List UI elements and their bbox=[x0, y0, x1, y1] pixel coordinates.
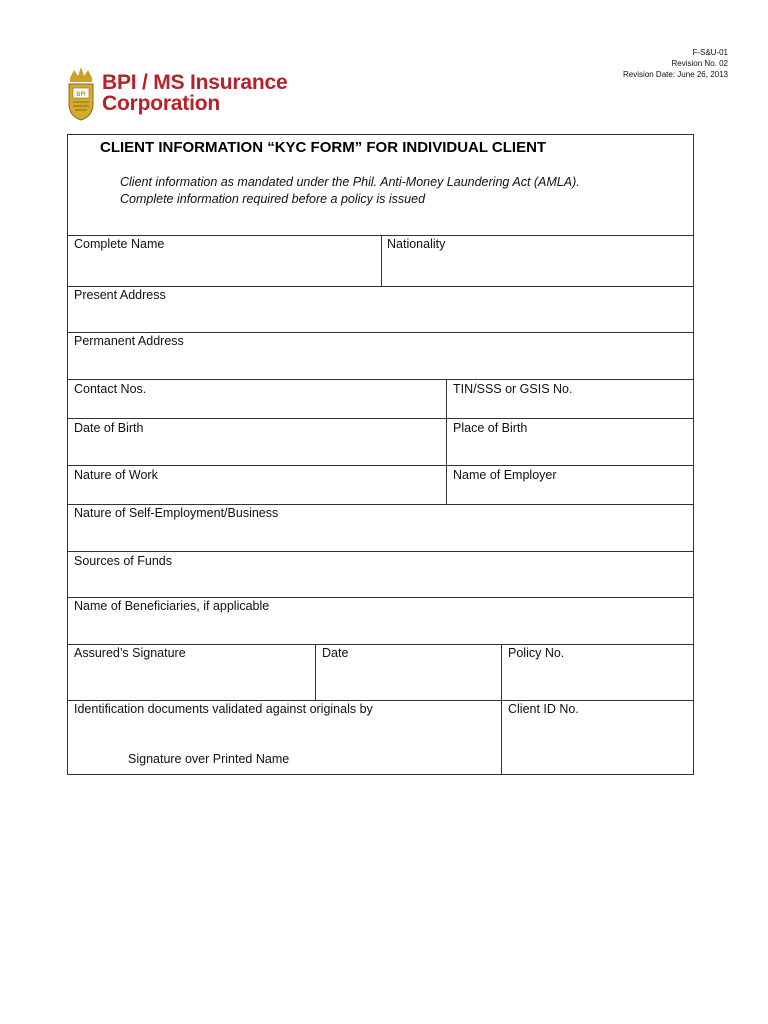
logo-wordmark bbox=[102, 72, 287, 114]
label-assured-signature: Assured’s Signature bbox=[74, 646, 186, 660]
label-name-of-employer: Name of Employer bbox=[453, 468, 557, 482]
label-date: Date bbox=[322, 646, 349, 660]
label-sources-of-funds: Sources of Funds bbox=[74, 554, 172, 568]
label-nationality: Nationality bbox=[387, 237, 446, 251]
row-divider bbox=[68, 597, 693, 598]
row-divider bbox=[68, 504, 693, 505]
column-divider bbox=[501, 644, 502, 775]
row-divider bbox=[68, 551, 693, 552]
column-divider bbox=[381, 235, 382, 286]
label-self-employment: Nature of Self-Employment/Business bbox=[74, 506, 279, 520]
label-present-address: Present Address bbox=[74, 288, 166, 302]
kyc-form bbox=[67, 134, 694, 775]
row-divider bbox=[68, 418, 693, 419]
label-contact-nos: Contact Nos. bbox=[74, 382, 147, 396]
row-divider bbox=[68, 700, 693, 701]
company-logo bbox=[66, 64, 287, 122]
row-divider bbox=[68, 379, 693, 380]
logo-line1: BPI / MS Insurance bbox=[102, 71, 288, 94]
label-permanent-address: Permanent Address bbox=[74, 334, 184, 348]
label-id-validated: Identification documents validated against originals by bbox=[74, 702, 373, 716]
form-title: CLIENT INFORMATION “KYC FORM” FOR INDIVIDUAL CLIENT bbox=[100, 139, 547, 156]
row-divider bbox=[68, 332, 693, 333]
column-divider bbox=[315, 644, 316, 700]
row-divider bbox=[68, 644, 693, 645]
crest-icon bbox=[66, 64, 96, 122]
label-nature-of-work: Nature of Work bbox=[74, 468, 158, 482]
column-divider bbox=[446, 379, 447, 504]
note-line1: Client information as mandated under the Phil. Anti-Money Laundering Act (AMLA). bbox=[120, 175, 580, 189]
form-note bbox=[120, 174, 580, 208]
logo-line2: Corporation bbox=[102, 92, 220, 115]
label-policy-no: Policy No. bbox=[508, 646, 565, 660]
document-reference bbox=[623, 47, 728, 80]
note-line2: Complete information required before a policy is issued bbox=[120, 192, 426, 206]
label-client-id: Client ID No. bbox=[508, 702, 579, 716]
label-complete-name: Complete Name bbox=[74, 237, 165, 251]
revision-number: Revision No. 02 bbox=[671, 59, 728, 68]
row-divider bbox=[68, 465, 693, 466]
svg-text:BPI: BPI bbox=[76, 91, 86, 98]
label-beneficiaries: Name of Beneficiaries, if applicable bbox=[74, 599, 270, 613]
label-signature-printed-name: Signature over Printed Name bbox=[128, 752, 290, 766]
form-code: F-S&U-01 bbox=[692, 48, 728, 57]
label-place-of-birth: Place of Birth bbox=[453, 421, 528, 435]
row-divider bbox=[68, 286, 693, 287]
label-date-of-birth: Date of Birth bbox=[74, 421, 144, 435]
revision-date: Revision Date: June 26, 2013 bbox=[623, 70, 728, 79]
label-tin-sss-gsis: TIN/SSS or GSIS No. bbox=[453, 382, 573, 396]
